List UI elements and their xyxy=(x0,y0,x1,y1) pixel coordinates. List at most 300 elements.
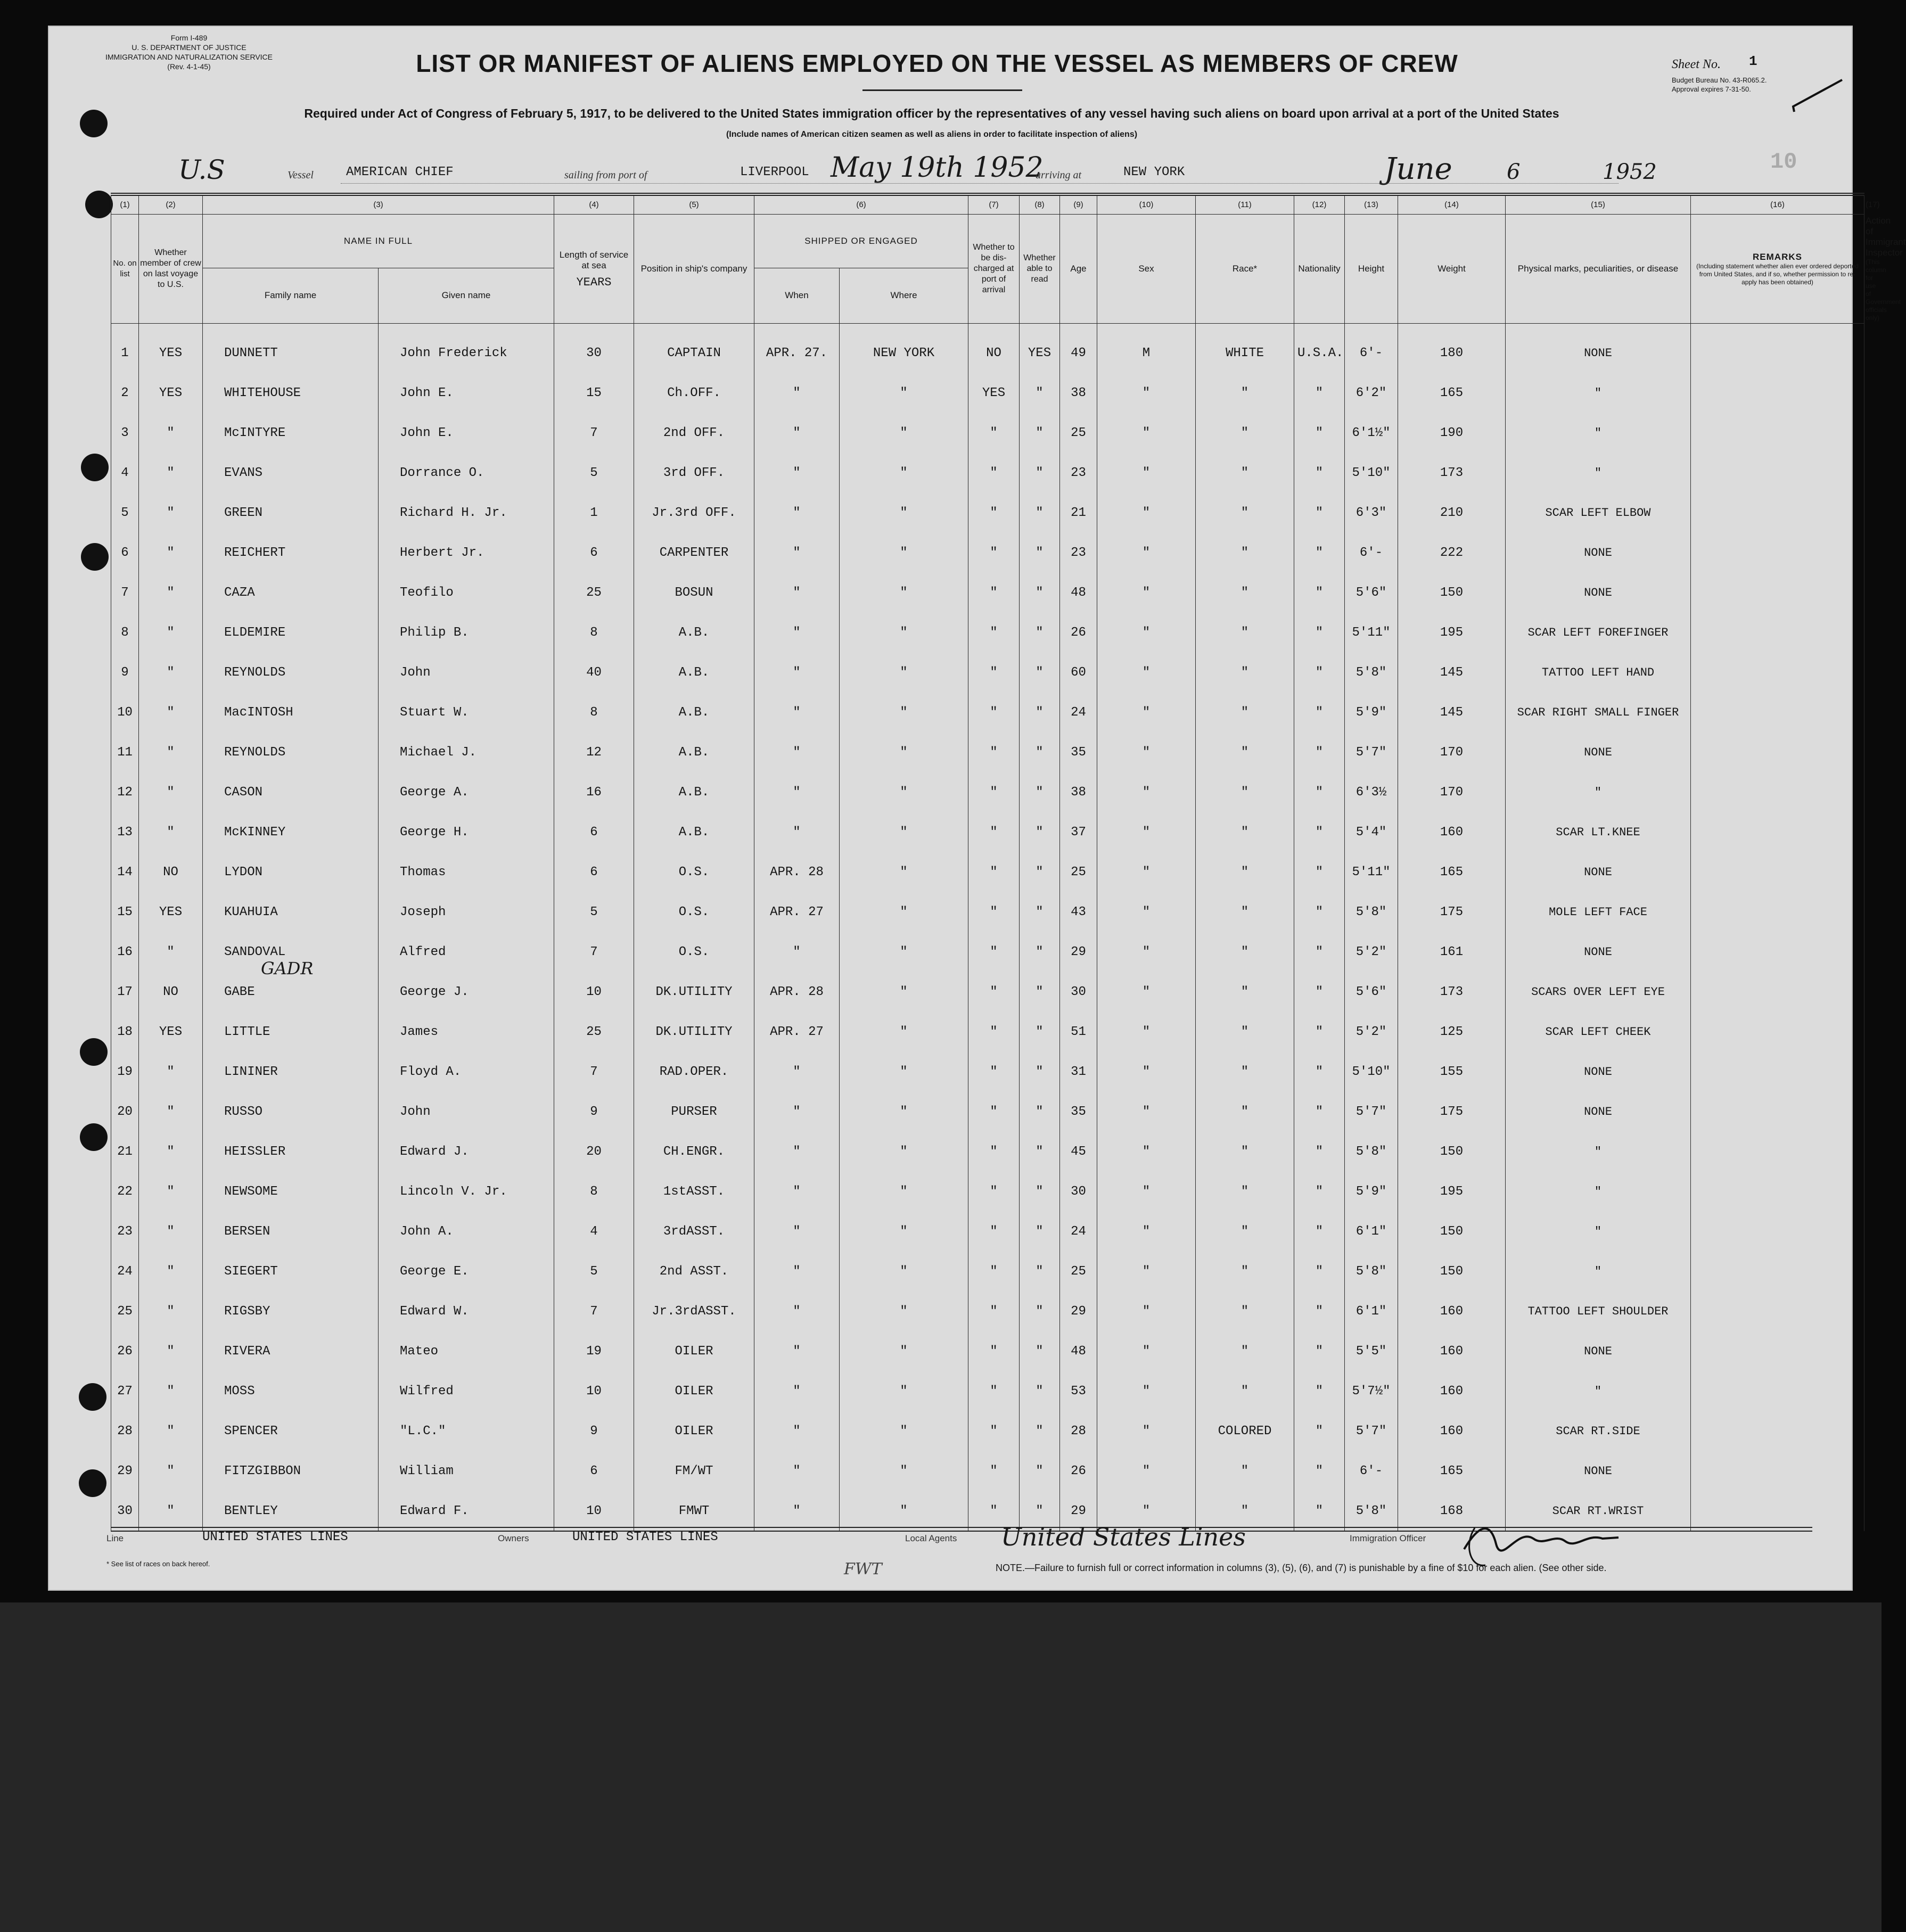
header-weight: Weight xyxy=(1398,215,1506,324)
years-service: 25 xyxy=(554,573,634,613)
remarks-cell xyxy=(1691,1371,1864,1411)
years-service: 10 xyxy=(554,972,634,1012)
discharged-value: " xyxy=(968,972,1020,1012)
member-value: " xyxy=(139,1371,203,1411)
years-service: 8 xyxy=(554,693,634,733)
sex-value: " xyxy=(1097,1052,1196,1092)
read-value: " xyxy=(1020,493,1060,533)
given-name: Wilfred xyxy=(379,1371,554,1411)
position-value: Jr.3rdASST. xyxy=(634,1292,754,1331)
budget-number: Budget Bureau No. 43-R065.2. xyxy=(1672,76,1767,84)
nationality-value: " xyxy=(1294,693,1345,733)
discharged-value: " xyxy=(968,1052,1020,1092)
years-service: 9 xyxy=(554,1411,634,1451)
age-value: 38 xyxy=(1060,373,1097,413)
remarks-cell xyxy=(1691,453,1864,493)
physical-marks: NONE xyxy=(1506,932,1691,972)
weight-value: 165 xyxy=(1398,852,1506,892)
table-row xyxy=(111,573,1864,613)
given-name: Lincoln V. Jr. xyxy=(379,1172,554,1212)
shipped-where: " xyxy=(840,533,968,573)
discharged-value: " xyxy=(968,772,1020,812)
shipped-where: " xyxy=(840,1331,968,1371)
physical-marks: MOLE LEFT FACE xyxy=(1506,892,1691,932)
physical-marks: TATTOO LEFT HAND xyxy=(1506,653,1691,693)
weight-value: 168 xyxy=(1398,1491,1506,1531)
sex-value: " xyxy=(1097,892,1196,932)
given-name: John xyxy=(379,1092,554,1132)
row-number: 16 xyxy=(111,932,139,972)
read-value: " xyxy=(1020,1411,1060,1451)
shipped-when: " xyxy=(754,413,840,453)
shipped-when: " xyxy=(754,653,840,693)
table-row xyxy=(111,1411,1864,1451)
race-value: " xyxy=(1196,1252,1294,1292)
remarks-cell xyxy=(1691,1132,1864,1172)
position-value: Jr.3rd OFF. xyxy=(634,493,754,533)
weight-value: 165 xyxy=(1398,373,1506,413)
family-name: SANDOVAL xyxy=(203,932,379,972)
read-value: " xyxy=(1020,1371,1060,1411)
nationality-value: " xyxy=(1294,1252,1345,1292)
sex-value: " xyxy=(1097,733,1196,772)
col-num: (12) xyxy=(1294,194,1345,215)
remarks-cell xyxy=(1691,413,1864,453)
shipped-where: " xyxy=(840,1212,968,1252)
discharged-value: " xyxy=(968,1212,1020,1252)
nationality-value: " xyxy=(1294,812,1345,852)
race-value: " xyxy=(1196,1012,1294,1052)
shipped-when: APR. 27 xyxy=(754,1012,840,1052)
port-from: LIVERPOOL xyxy=(740,165,809,179)
read-value: " xyxy=(1020,972,1060,1012)
read-value: " xyxy=(1020,1132,1060,1172)
remarks-cell xyxy=(1691,1491,1864,1531)
row-number: 17 xyxy=(111,972,139,1012)
sex-value: " xyxy=(1097,413,1196,453)
given-name: James xyxy=(379,1012,554,1052)
physical-marks: NONE xyxy=(1506,1331,1691,1371)
remarks-cell xyxy=(1691,733,1864,772)
given-name: Joseph xyxy=(379,892,554,932)
physical-marks: " xyxy=(1506,413,1691,453)
read-value: " xyxy=(1020,613,1060,653)
sex-value: " xyxy=(1097,1411,1196,1451)
read-value: " xyxy=(1020,812,1060,852)
height-value: 5'6" xyxy=(1345,972,1398,1012)
header-name-in-full: NAME IN FULL xyxy=(203,215,554,268)
budget-info xyxy=(1672,76,1767,94)
given-name: Edward F. xyxy=(379,1491,554,1531)
table-row xyxy=(111,613,1864,653)
given-name: John A. xyxy=(379,1212,554,1252)
age-value: 30 xyxy=(1060,1172,1097,1212)
position-value: FMWT xyxy=(634,1491,754,1531)
remarks-cell xyxy=(1691,772,1864,812)
read-value: YES xyxy=(1020,324,1060,374)
nationality-value: " xyxy=(1294,613,1345,653)
table-row xyxy=(111,1212,1864,1252)
shipped-when: APR. 28 xyxy=(754,852,840,892)
height-value: 5'2" xyxy=(1345,1012,1398,1052)
physical-marks: SCARS OVER LEFT EYE xyxy=(1506,972,1691,1012)
remarks-cell xyxy=(1691,1212,1864,1252)
shipped-when: " xyxy=(754,1331,840,1371)
shipped-when: " xyxy=(754,1172,840,1212)
race-value: " xyxy=(1196,852,1294,892)
race-value: " xyxy=(1196,493,1294,533)
position-value: A.B. xyxy=(634,653,754,693)
family-name: CAZA xyxy=(203,573,379,613)
remarks-cell xyxy=(1691,852,1864,892)
remarks-cell xyxy=(1691,972,1864,1012)
height-value: 5'8" xyxy=(1345,653,1398,693)
shipped-when: " xyxy=(754,932,840,972)
physical-marks: " xyxy=(1506,772,1691,812)
col-num: (10) xyxy=(1097,194,1196,215)
shipped-when: " xyxy=(754,1132,840,1172)
family-name: WHITEHOUSE xyxy=(203,373,379,413)
member-value: " xyxy=(139,453,203,493)
flag-handwritten: U.S xyxy=(178,154,225,185)
corner-number: 10 xyxy=(1770,149,1797,175)
punch-hole xyxy=(80,110,108,137)
col-num: (1) xyxy=(111,194,139,215)
row-number: 3 xyxy=(111,413,139,453)
years-service: 6 xyxy=(554,1451,634,1491)
agents-label: Local Agents xyxy=(905,1533,957,1543)
row-number: 14 xyxy=(111,852,139,892)
discharged-value: " xyxy=(968,613,1020,653)
family-name: SIEGERT xyxy=(203,1252,379,1292)
family-name: EVANS xyxy=(203,453,379,493)
sex-value: " xyxy=(1097,613,1196,653)
family-name: BERSEN xyxy=(203,1212,379,1252)
age-value: 37 xyxy=(1060,812,1097,852)
height-value: 6'3½ xyxy=(1345,772,1398,812)
age-value: 31 xyxy=(1060,1052,1097,1092)
row-number: 18 xyxy=(111,1012,139,1052)
row-number: 5 xyxy=(111,493,139,533)
sail-date-handwritten: May 19th 1952 xyxy=(831,152,1044,184)
height-value: 5'8" xyxy=(1345,1252,1398,1292)
physical-marks: NONE xyxy=(1506,324,1691,374)
position-value: OILER xyxy=(634,1331,754,1371)
table-row xyxy=(111,493,1864,533)
sex-value: " xyxy=(1097,972,1196,1012)
discharged-value: " xyxy=(968,1012,1020,1052)
shipped-where: " xyxy=(840,1292,968,1331)
position-value: CAPTAIN xyxy=(634,324,754,374)
age-value: 35 xyxy=(1060,1092,1097,1132)
shipped-where: " xyxy=(840,653,968,693)
weight-value: 175 xyxy=(1398,892,1506,932)
height-value: 5'9" xyxy=(1345,1172,1398,1212)
height-value: 5'7" xyxy=(1345,733,1398,772)
discharged-value: " xyxy=(968,932,1020,972)
nationality-value: " xyxy=(1294,1212,1345,1252)
sex-value: M xyxy=(1097,324,1196,374)
nationality-value: " xyxy=(1294,453,1345,493)
shipped-where: " xyxy=(840,373,968,413)
remarks-cell xyxy=(1691,812,1864,852)
height-value: 5'11" xyxy=(1345,613,1398,653)
given-name: George A. xyxy=(379,772,554,812)
position-value: BOSUN xyxy=(634,573,754,613)
sex-value: " xyxy=(1097,1451,1196,1491)
shipped-when: " xyxy=(754,1411,840,1451)
race-value: " xyxy=(1196,812,1294,852)
approval-expiry: Approval expires 7-31-50. xyxy=(1672,85,1751,93)
read-value: " xyxy=(1020,1292,1060,1331)
table-row xyxy=(111,453,1864,493)
height-value: 6'1" xyxy=(1345,1212,1398,1252)
sex-value: " xyxy=(1097,453,1196,493)
shipped-where: " xyxy=(840,1132,968,1172)
position-value: CARPENTER xyxy=(634,533,754,573)
header-position: Position in ship's company xyxy=(634,215,754,324)
given-name: Teofilo xyxy=(379,573,554,613)
shipped-when: " xyxy=(754,1292,840,1331)
table-row xyxy=(111,972,1864,1012)
nationality-value: " xyxy=(1294,1292,1345,1331)
shipped-when: " xyxy=(754,812,840,852)
remarks-cell xyxy=(1691,533,1864,573)
sex-value: " xyxy=(1097,932,1196,972)
read-value: " xyxy=(1020,852,1060,892)
race-footnote: * See list of races on back hereof. xyxy=(106,1560,210,1568)
owners-label: Owners xyxy=(498,1533,529,1543)
discharged-value: " xyxy=(968,493,1020,533)
col-num: (9) xyxy=(1060,194,1097,215)
discharged-value: " xyxy=(968,573,1020,613)
owners-value: UNITED STATES LINES xyxy=(572,1530,718,1544)
read-value: " xyxy=(1020,693,1060,733)
discharged-value: " xyxy=(968,1092,1020,1132)
read-value: " xyxy=(1020,373,1060,413)
age-value: 24 xyxy=(1060,693,1097,733)
header-years: YEARS xyxy=(576,276,612,289)
row-number: 1 xyxy=(111,324,139,374)
position-value: OILER xyxy=(634,1371,754,1411)
member-value: " xyxy=(139,1331,203,1371)
height-value: 6'2" xyxy=(1345,373,1398,413)
years-service: 7 xyxy=(554,1292,634,1331)
read-value: " xyxy=(1020,1012,1060,1052)
age-value: 25 xyxy=(1060,413,1097,453)
sex-value: " xyxy=(1097,573,1196,613)
table-row xyxy=(111,932,1864,972)
arrive-day-handwritten: 6 xyxy=(1507,160,1521,184)
age-value: 25 xyxy=(1060,1252,1097,1292)
table-row xyxy=(111,1371,1864,1411)
col-num: (8) xyxy=(1020,194,1060,215)
title-underline xyxy=(862,89,1022,91)
age-value: 23 xyxy=(1060,533,1097,573)
shipped-when: " xyxy=(754,1252,840,1292)
shipped-where: " xyxy=(840,772,968,812)
physical-marks: SCAR LEFT ELBOW xyxy=(1506,493,1691,533)
member-value: " xyxy=(139,1451,203,1491)
member-value: " xyxy=(139,1411,203,1451)
weight-value: 195 xyxy=(1398,613,1506,653)
family-name: ELDEMIRE xyxy=(203,613,379,653)
given-name: John Frederick xyxy=(379,324,554,374)
weight-value: 145 xyxy=(1398,693,1506,733)
read-value: " xyxy=(1020,533,1060,573)
member-value: " xyxy=(139,693,203,733)
physical-marks: NONE xyxy=(1506,852,1691,892)
years-service: 7 xyxy=(554,932,634,972)
discharged-value: " xyxy=(968,1331,1020,1371)
height-value: 5'8" xyxy=(1345,1491,1398,1531)
race-value: " xyxy=(1196,772,1294,812)
weight-value: 150 xyxy=(1398,1212,1506,1252)
age-value: 53 xyxy=(1060,1371,1097,1411)
punch-hole xyxy=(81,454,109,481)
years-service: 5 xyxy=(554,1252,634,1292)
col-num: (13) xyxy=(1345,194,1398,215)
discharged-value: " xyxy=(968,1371,1020,1411)
header-family-name: Family name xyxy=(203,268,379,323)
shipped-where: " xyxy=(840,1451,968,1491)
row-number: 27 xyxy=(111,1371,139,1411)
shipped-where: " xyxy=(840,1012,968,1052)
table-row xyxy=(111,772,1864,812)
form-number: Form I-489 xyxy=(170,34,208,42)
height-value: 5'7" xyxy=(1345,1411,1398,1451)
discharged-value: " xyxy=(968,453,1020,493)
family-name: RIGSBY xyxy=(203,1292,379,1331)
physical-marks: SCAR RIGHT SMALL FINGER xyxy=(1506,693,1691,733)
given-name: Herbert Jr. xyxy=(379,533,554,573)
sex-value: " xyxy=(1097,812,1196,852)
physical-marks: SCAR LT.KNEE xyxy=(1506,812,1691,852)
header-when: When xyxy=(754,268,840,323)
years-service: 15 xyxy=(554,373,634,413)
race-value: " xyxy=(1196,1052,1294,1092)
years-service: 8 xyxy=(554,1172,634,1212)
years-service: 6 xyxy=(554,533,634,573)
shipped-when: " xyxy=(754,1052,840,1092)
years-service: 7 xyxy=(554,1052,634,1092)
family-name: BENTLEY xyxy=(203,1491,379,1531)
weight-value: 175 xyxy=(1398,1092,1506,1132)
given-name: William xyxy=(379,1451,554,1491)
years-service: 5 xyxy=(554,892,634,932)
table-row xyxy=(111,373,1864,413)
table-row xyxy=(111,1012,1864,1052)
row-number: 13 xyxy=(111,812,139,852)
remarks-cell xyxy=(1691,1052,1864,1092)
years-service: 4 xyxy=(554,1212,634,1252)
line-value: UNITED STATES LINES xyxy=(202,1530,348,1544)
discharged-value: " xyxy=(968,892,1020,932)
header-race: Race* xyxy=(1196,215,1294,324)
shipped-where: " xyxy=(840,812,968,852)
header-age: Age xyxy=(1060,215,1097,324)
table-row xyxy=(111,852,1864,892)
weight-value: 155 xyxy=(1398,1052,1506,1092)
row-number: 23 xyxy=(111,1212,139,1252)
crew-rows xyxy=(111,324,1864,1532)
table-row xyxy=(111,1092,1864,1132)
punch-hole xyxy=(85,191,113,218)
header-able-read: Whether able to read xyxy=(1020,215,1060,324)
member-value: " xyxy=(139,1292,203,1331)
given-name: Stuart W. xyxy=(379,693,554,733)
given-name: George H. xyxy=(379,812,554,852)
gabe-correction-handwritten: GADR xyxy=(261,958,314,979)
physical-marks: NONE xyxy=(1506,1451,1691,1491)
position-value: RAD.OPER. xyxy=(634,1052,754,1092)
row-number: 30 xyxy=(111,1491,139,1531)
years-service: 5 xyxy=(554,453,634,493)
shipped-where: " xyxy=(840,573,968,613)
weight-value: 160 xyxy=(1398,812,1506,852)
shipped-where: " xyxy=(840,613,968,653)
read-value: " xyxy=(1020,1451,1060,1491)
table-row xyxy=(111,892,1864,932)
shipped-where: " xyxy=(840,1052,968,1092)
header-given-name: Given name xyxy=(379,268,554,323)
position-value: O.S. xyxy=(634,852,754,892)
physical-marks: NONE xyxy=(1506,533,1691,573)
family-name: DUNNETT xyxy=(203,324,379,374)
height-value: 5'6" xyxy=(1345,573,1398,613)
physical-marks: SCAR LEFT FOREFINGER xyxy=(1506,613,1691,653)
member-value: " xyxy=(139,812,203,852)
member-value: " xyxy=(139,772,203,812)
read-value: " xyxy=(1020,1172,1060,1212)
years-service: 7 xyxy=(554,413,634,453)
age-value: 29 xyxy=(1060,1292,1097,1331)
physical-marks: " xyxy=(1506,1172,1691,1212)
row-number: 19 xyxy=(111,1052,139,1092)
position-value: 3rd OFF. xyxy=(634,453,754,493)
race-value: " xyxy=(1196,1371,1294,1411)
shipped-when: " xyxy=(754,1092,840,1132)
remarks-cell xyxy=(1691,1331,1864,1371)
race-value: " xyxy=(1196,1172,1294,1212)
shipped-where: NEW YORK xyxy=(840,324,968,374)
arrive-year-handwritten: 1952 xyxy=(1603,160,1657,184)
race-value: " xyxy=(1196,972,1294,1012)
sex-value: " xyxy=(1097,772,1196,812)
given-name: Alfred xyxy=(379,932,554,972)
sex-value: " xyxy=(1097,493,1196,533)
position-value: DK.UTILITY xyxy=(634,1012,754,1052)
table-row xyxy=(111,533,1864,573)
shipped-where: " xyxy=(840,693,968,733)
discharged-value: " xyxy=(968,413,1020,453)
sex-value: " xyxy=(1097,1172,1196,1212)
line-label: Line xyxy=(106,1533,124,1543)
member-value: YES xyxy=(139,1012,203,1052)
remarks-cell xyxy=(1691,493,1864,533)
sex-value: " xyxy=(1097,1292,1196,1331)
age-value: 43 xyxy=(1060,892,1097,932)
row-number: 6 xyxy=(111,533,139,573)
age-value: 29 xyxy=(1060,932,1097,972)
penalty-note: NOTE.—Failure to furnish full or correct information in columns (3), (5), (6), and (7) is punishable by a fine of $10 for each alien. (See other side. xyxy=(996,1563,1607,1573)
member-value: " xyxy=(139,613,203,653)
age-value: 26 xyxy=(1060,613,1097,653)
race-value: " xyxy=(1196,892,1294,932)
row-number: 29 xyxy=(111,1451,139,1491)
row-number: 24 xyxy=(111,1252,139,1292)
age-value: 35 xyxy=(1060,733,1097,772)
